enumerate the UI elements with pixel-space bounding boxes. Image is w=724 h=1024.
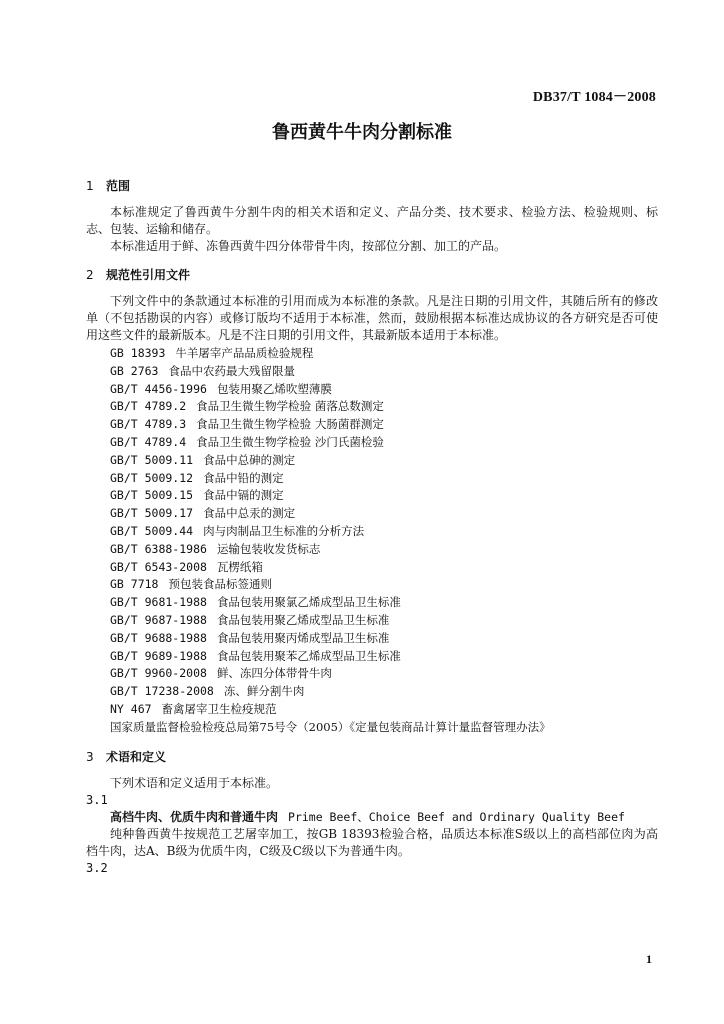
reference-code: GB/T 6543-2008 bbox=[110, 559, 207, 574]
reference-name: 食品包装用聚苯乙烯成型品卫生标准 bbox=[216, 648, 401, 663]
reference-code: GB/T 4789.2 bbox=[110, 399, 187, 414]
document-title: 鲁西黄牛牛肉分割标准 bbox=[272, 122, 452, 143]
section-3-heading bbox=[86, 749, 658, 766]
reference-code: GB/T 5009.12 bbox=[110, 470, 194, 485]
reference-name: 食品包装用聚丙烯成型品卫生标准 bbox=[216, 630, 390, 645]
section-1-title: 范围 bbox=[106, 179, 131, 193]
reference-code: GB/T 6388-1986 bbox=[110, 541, 207, 556]
document-code: DB37/T 1084－2008 bbox=[532, 90, 656, 105]
reference-item bbox=[86, 719, 658, 737]
reference-code: GB/T 17238-2008 bbox=[110, 684, 214, 699]
reference-name: 食品中总汞的测定 bbox=[203, 506, 296, 521]
reference-name: 肉与肉制品卫生标准的分析方法 bbox=[203, 523, 365, 538]
reference-code: GB/T 9688-1988 bbox=[110, 630, 207, 645]
reference-item bbox=[86, 612, 658, 630]
reference-name: 食品卫生微生物学检验 菌落总数测定 bbox=[196, 399, 384, 414]
section-3-intro: 下列术语和定义适用于本标准。 bbox=[110, 775, 279, 790]
reference-code: GB 7718 bbox=[110, 577, 159, 592]
reference-name: 食品中农药最大残留限量 bbox=[168, 363, 295, 378]
reference-item bbox=[86, 470, 658, 488]
section-1-number: 1 bbox=[86, 179, 94, 193]
reference-item bbox=[86, 381, 658, 399]
reference-code: GB 2763 bbox=[110, 363, 159, 378]
reference-item bbox=[86, 363, 658, 381]
reference-name: 鲜、冻四分体带骨牛肉 bbox=[216, 666, 332, 681]
reference-item bbox=[86, 523, 658, 541]
reference-name: 冻、鲜分割牛肉 bbox=[223, 684, 305, 699]
reference-item bbox=[86, 452, 658, 470]
term-english: Prime Beef、Choice Beef and Ordinary Quality Beef bbox=[288, 809, 625, 824]
normative-reference-list bbox=[86, 345, 658, 737]
reference-item bbox=[86, 416, 658, 434]
reference-name: 食品包装用聚乙烯成型品卫生标准 bbox=[216, 612, 390, 627]
reference-name: 食品中铅的测定 bbox=[203, 470, 284, 485]
subsection-3-2-number: 3.2 bbox=[86, 860, 108, 875]
page-number: 1 bbox=[646, 952, 652, 966]
reference-name: 食品包装用聚氯乙烯成型品卫生标准 bbox=[216, 595, 401, 610]
term-chinese: 高档牛肉、优质牛肉和普通牛肉 bbox=[110, 809, 279, 824]
section-1-heading bbox=[86, 178, 658, 195]
reference-name: 食品卫生微生物学检验 大肠菌群测定 bbox=[196, 417, 384, 432]
reference-name: 食品卫生微生物学检验 沙门氏菌检验 bbox=[196, 434, 384, 449]
term-3-1 bbox=[86, 809, 658, 826]
reference-name: 食品中总砷的测定 bbox=[203, 452, 296, 467]
reference-item bbox=[86, 487, 658, 505]
section-3-number: 3 bbox=[86, 749, 94, 764]
reference-code: GB/T 9687-1988 bbox=[110, 612, 207, 627]
reference-code: GB/T 5009.11 bbox=[110, 452, 194, 467]
reference-item bbox=[86, 541, 658, 559]
reference-code: GB 18393 bbox=[110, 346, 166, 360]
section-3-title: 术语和定义 bbox=[106, 749, 167, 764]
section-2-heading bbox=[86, 267, 658, 284]
reference-item bbox=[86, 594, 658, 612]
reference-item bbox=[86, 345, 658, 363]
reference-name: 国家质量监督检验检疫总局第75号令（2005）《定量包装商品计算计量监督管理办法》 bbox=[110, 719, 551, 734]
reference-item bbox=[86, 505, 658, 523]
reference-code: GB/T 9960-2008 bbox=[110, 666, 207, 681]
reference-item bbox=[86, 683, 658, 701]
reference-name: 食品中镉的测定 bbox=[203, 488, 284, 503]
section-2-title: 规范性引用文件 bbox=[106, 268, 191, 282]
reference-item bbox=[86, 701, 658, 719]
reference-item bbox=[86, 576, 658, 594]
reference-item bbox=[86, 434, 658, 452]
section-2-intro: 下列文件中的条款通过本标准的引用而成为本标准的条款。凡是注日期的引用文件，其随后所有的修改单（不包括勘误的内容）或修订版均不适用于本标准，然而，鼓励根据本标准达成协议的各方研究是否可使用这些文件的最新版本。凡是不注日期的引用文件，其最新版本适用于本标准。 bbox=[86, 294, 658, 342]
document-body bbox=[86, 178, 658, 877]
section-1-paragraph-2: 本标准适用于鲜、冻鲁西黄牛四分体带骨牛肉，按部位分割、加工的产品。 bbox=[110, 239, 507, 253]
section-2-number: 2 bbox=[86, 268, 94, 282]
reference-item bbox=[86, 665, 658, 683]
reference-name: 瓦楞纸箱 bbox=[216, 559, 263, 574]
reference-code: GB/T 5009.15 bbox=[110, 488, 194, 503]
reference-name: 包装用聚乙烯吹塑薄膜 bbox=[216, 381, 332, 396]
term-3-1-definition: 纯种鲁西黄牛按规范工艺屠宰加工，按GB 18393检验合格，品质达本标准S级以上的高档部位肉为高档牛肉，达A、B级为优质牛肉，C级及C级以下为普通牛肉。 bbox=[86, 826, 658, 858]
reference-code: GB/T 4789.3 bbox=[110, 417, 187, 432]
reference-code: GB/T 9689-1988 bbox=[110, 648, 207, 663]
reference-name: 预包装食品标签通则 bbox=[168, 577, 272, 592]
reference-name: 运输包装收发货标志 bbox=[216, 541, 321, 556]
reference-code: GB/T 5009.44 bbox=[110, 523, 194, 538]
reference-code: GB/T 5009.17 bbox=[110, 506, 194, 521]
reference-code: NY 467 bbox=[110, 701, 152, 716]
reference-code: GB/T 9681-1988 bbox=[110, 595, 207, 610]
subsection-3-1-number: 3.1 bbox=[86, 792, 108, 807]
reference-item bbox=[86, 630, 658, 648]
reference-code: GB/T 4456-1996 bbox=[110, 381, 207, 396]
reference-item bbox=[86, 559, 658, 577]
reference-code: GB/T 4789.4 bbox=[110, 434, 187, 449]
reference-name: 畜禽屠宰卫生检疫规范 bbox=[161, 701, 277, 716]
section-1-paragraph-1: 本标准规定了鲁西黄牛分割牛肉的相关术语和定义、产品分类、技术要求、检验方法、检验规则、标志、包装、运输和储存。 bbox=[86, 205, 658, 236]
reference-item bbox=[86, 398, 658, 416]
reference-name: 牛羊屠宰产品品质检验规程 bbox=[175, 346, 314, 360]
reference-item bbox=[86, 648, 658, 666]
